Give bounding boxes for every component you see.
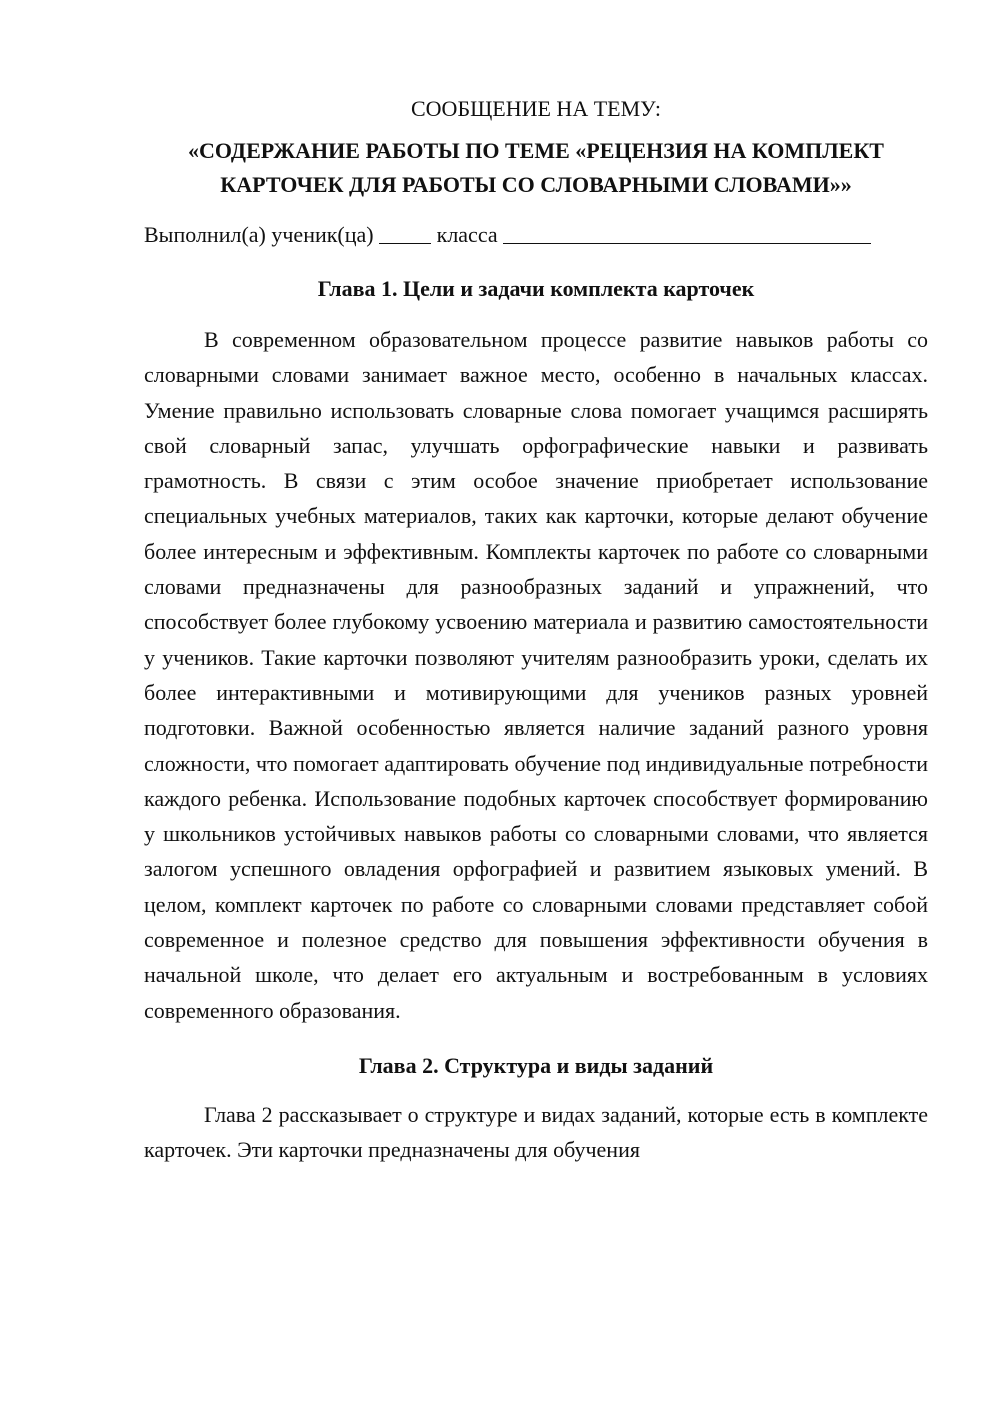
author-line <box>144 218 928 252</box>
performed-by-label: Выполнил(а) ученик(ца) <box>144 222 374 247</box>
document-page <box>144 92 928 1168</box>
class-number-blank <box>379 219 431 244</box>
class-label: класса <box>436 222 498 247</box>
chapter-1-paragraph: В современном образовательном процессе развитие навыков работы со словарными словами занимает важное место, особенно в начальных классах. Умение правильно использовать словарные слова помогает учащимся расширять свой словарный запас, улучшать орфографические навыки и развивать грамотность. В связи с этим особое значение приобретает использование специальных учебных материалов, таких как карточки, которые делают обучение более интересным и эффективным. Комплекты карточек по работе со словарными словами предназначены для разнообразных заданий и упражнений, что способствует более глубокому усвоению материала и развитию самостоятельности у учеников. Такие карточки позволяют учителям разнообразить уроки, сделать их более интерактивными и мотивирующими для учеников разных уровней подготовки. Важной особенностью является наличие заданий разного уровня сложности, что помогает адаптировать обучение под индивидуальные потребности каждого ребенка. Использование подобных карточек способствует формированию у школьников устойчивых навыков работы со словарными словами, что является залогом успешного овладения орфографией и развитием языковых умений. В целом, комплект карточек по работе со словарными словами представляет собой современное и полезное средство для повышения эффективности обучения в начальной школе, что делает его актуальным и востребованным в условиях современного образования. <box>144 327 928 1023</box>
document-title-line-2: КАРТОЧЕК ДЛЯ РАБОТЫ СО СЛОВАРНЫМИ СЛОВАМИ»» <box>220 172 852 197</box>
student-name-blank <box>503 219 871 244</box>
chapter-1-heading: Глава 1. Цели и задачи комплекта карточек <box>317 276 755 301</box>
document-title-line-1: «СОДЕРЖАНИЕ РАБОТЫ ПО ТЕМЕ «РЕЦЕНЗИЯ НА КОМПЛЕКТ <box>188 138 884 163</box>
document-title <box>144 134 928 202</box>
document-header: СООБЩЕНИЕ НА ТЕМУ: <box>411 96 661 121</box>
chapter-2-heading: Глава 2. Структура и виды заданий <box>358 1052 714 1078</box>
chapter-2-paragraph: Глава 2 рассказывает о структуре и видах заданий, которые есть в комплекте карточек. Эти карточки предназначены для обучения <box>144 1101 928 1163</box>
